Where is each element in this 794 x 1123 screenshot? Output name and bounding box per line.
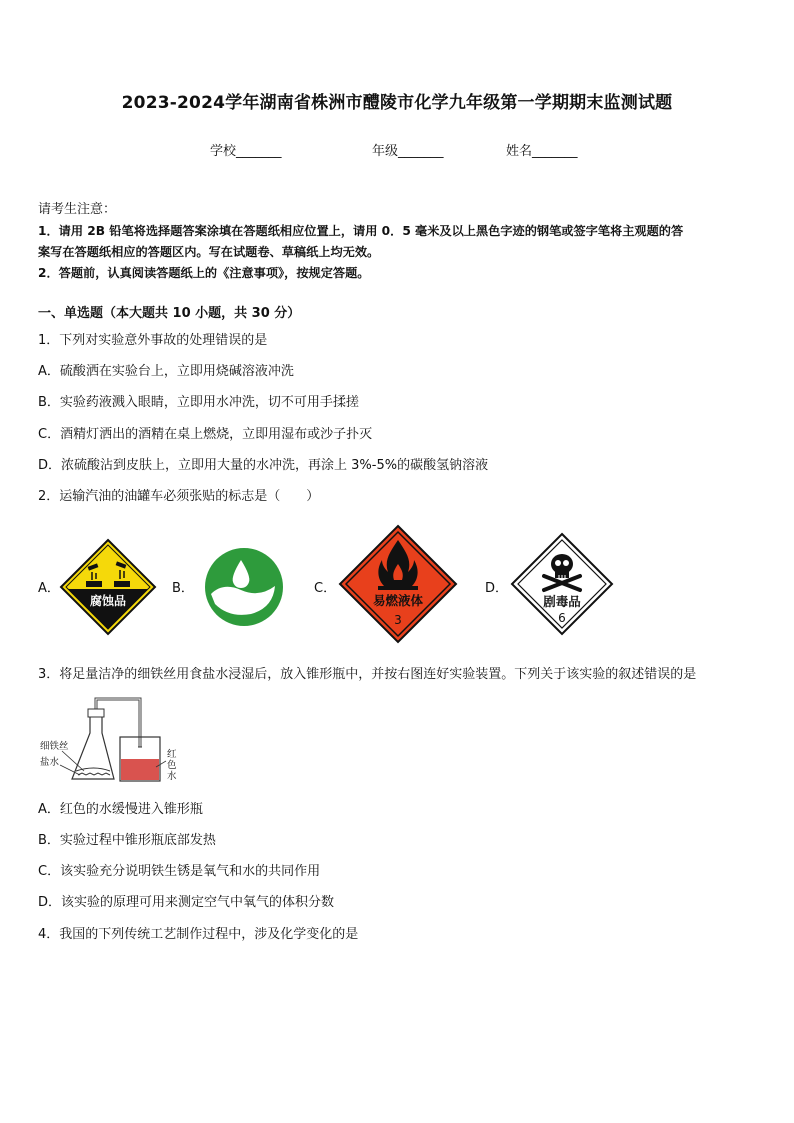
flammable-liquid-sign-icon [338,524,458,644]
corrosive-sign-icon [58,537,158,637]
question-2-option-b-label: B． [172,581,194,596]
flammable-sign-text: 易燃液体 [372,593,424,608]
toxic-sign-number: 6 [558,611,566,625]
label-salt-water: 盐水 [40,757,60,768]
label-iron-wire: 细铁丝 [40,741,69,752]
section-heading: 一、单选题（本大题共 10 小题，共 30 分） [38,306,301,321]
question-4-stem: 4．我国的下列传统工艺制作过程中，涉及化学变化的是 [38,927,359,942]
question-3-option-a: A．红色的水缓慢进入锥形瓶 [38,802,203,817]
question-3-option-d: D．该实验的原理可用来测定空气中氧气的体积分数 [38,895,335,910]
water-saving-sign-icon [203,546,285,628]
notice-heading: 请考生注意： [38,202,117,217]
question-1-option-a: A．硫酸洒在实验台上，立即用烧碱溶液冲洗 [38,364,294,379]
question-1-option-c: C．酒精灯洒出的酒精在桌上燃烧，立即用湿布或沙子扑灭 [38,427,373,442]
question-2-option-d-label: D． [485,581,509,596]
flammable-sign-number: 3 [394,613,402,627]
toxic-sign-icon [510,532,614,636]
question-1-option-b: B．实验药液溅入眼睛，立即用水冲洗，切不可用手揉搓 [38,395,359,410]
question-3-option-b: B．实验过程中锥形瓶底部发热 [38,833,216,848]
notice-item-1-line-2: 案写在答题纸相应的答题区内。写在试题卷、草稿纸上均无效。 [38,245,380,259]
toxic-sign-text: 剧毒品 [543,594,581,609]
question-3-stem: 3．将足量洁净的细铁丝用食盐水浸湿后，放入锥形瓶中，并按右图连好实验装置。下列关于该实验的叙述错误的是 [38,667,697,682]
school-field: 学校_______ [210,144,282,159]
question-2-option-a-label: A． [38,581,60,596]
corrosive-sign-text: 腐蚀品 [89,594,127,608]
notice-item-1-line-1: 1．请用 2B 铅笔将选择题答案涂填在答题纸相应位置上，请用 0．5 毫米及以上黑色字迹的钢笔或签字笔将主观题的答 [38,224,684,238]
notice-item-2: 2．答题前，认真阅读答题纸上的《注意事项》，按规定答题。 [38,266,370,280]
grade-field: 年级_______ [372,144,444,159]
name-field: 姓名_______ [506,144,578,159]
label-red-1: 红 [167,749,177,760]
page-title: 2023-2024学年湖南省株洲市醴陵市化学九年级第一学期期末监测试题 [121,93,673,113]
iron-rust-apparatus-diagram [38,695,188,790]
question-3-option-c: C．该实验充分说明铁生锈是氧气和水的共同作用 [38,864,321,879]
question-1-stem: 1．下列对实验意外事故的处理错误的是 [38,333,268,348]
label-red-3: 水 [167,771,177,782]
label-red-2: 色 [167,760,177,771]
question-2-option-c-label: C． [314,581,337,596]
question-2-stem: 2．运输汽油的油罐车必须张贴的标志是（ ） [38,489,320,504]
question-1-option-d: D．浓硫酸沾到皮肤上，立即用大量的水冲洗，再涂上 3%-5%的碳酸氢钠溶液 [38,458,489,473]
